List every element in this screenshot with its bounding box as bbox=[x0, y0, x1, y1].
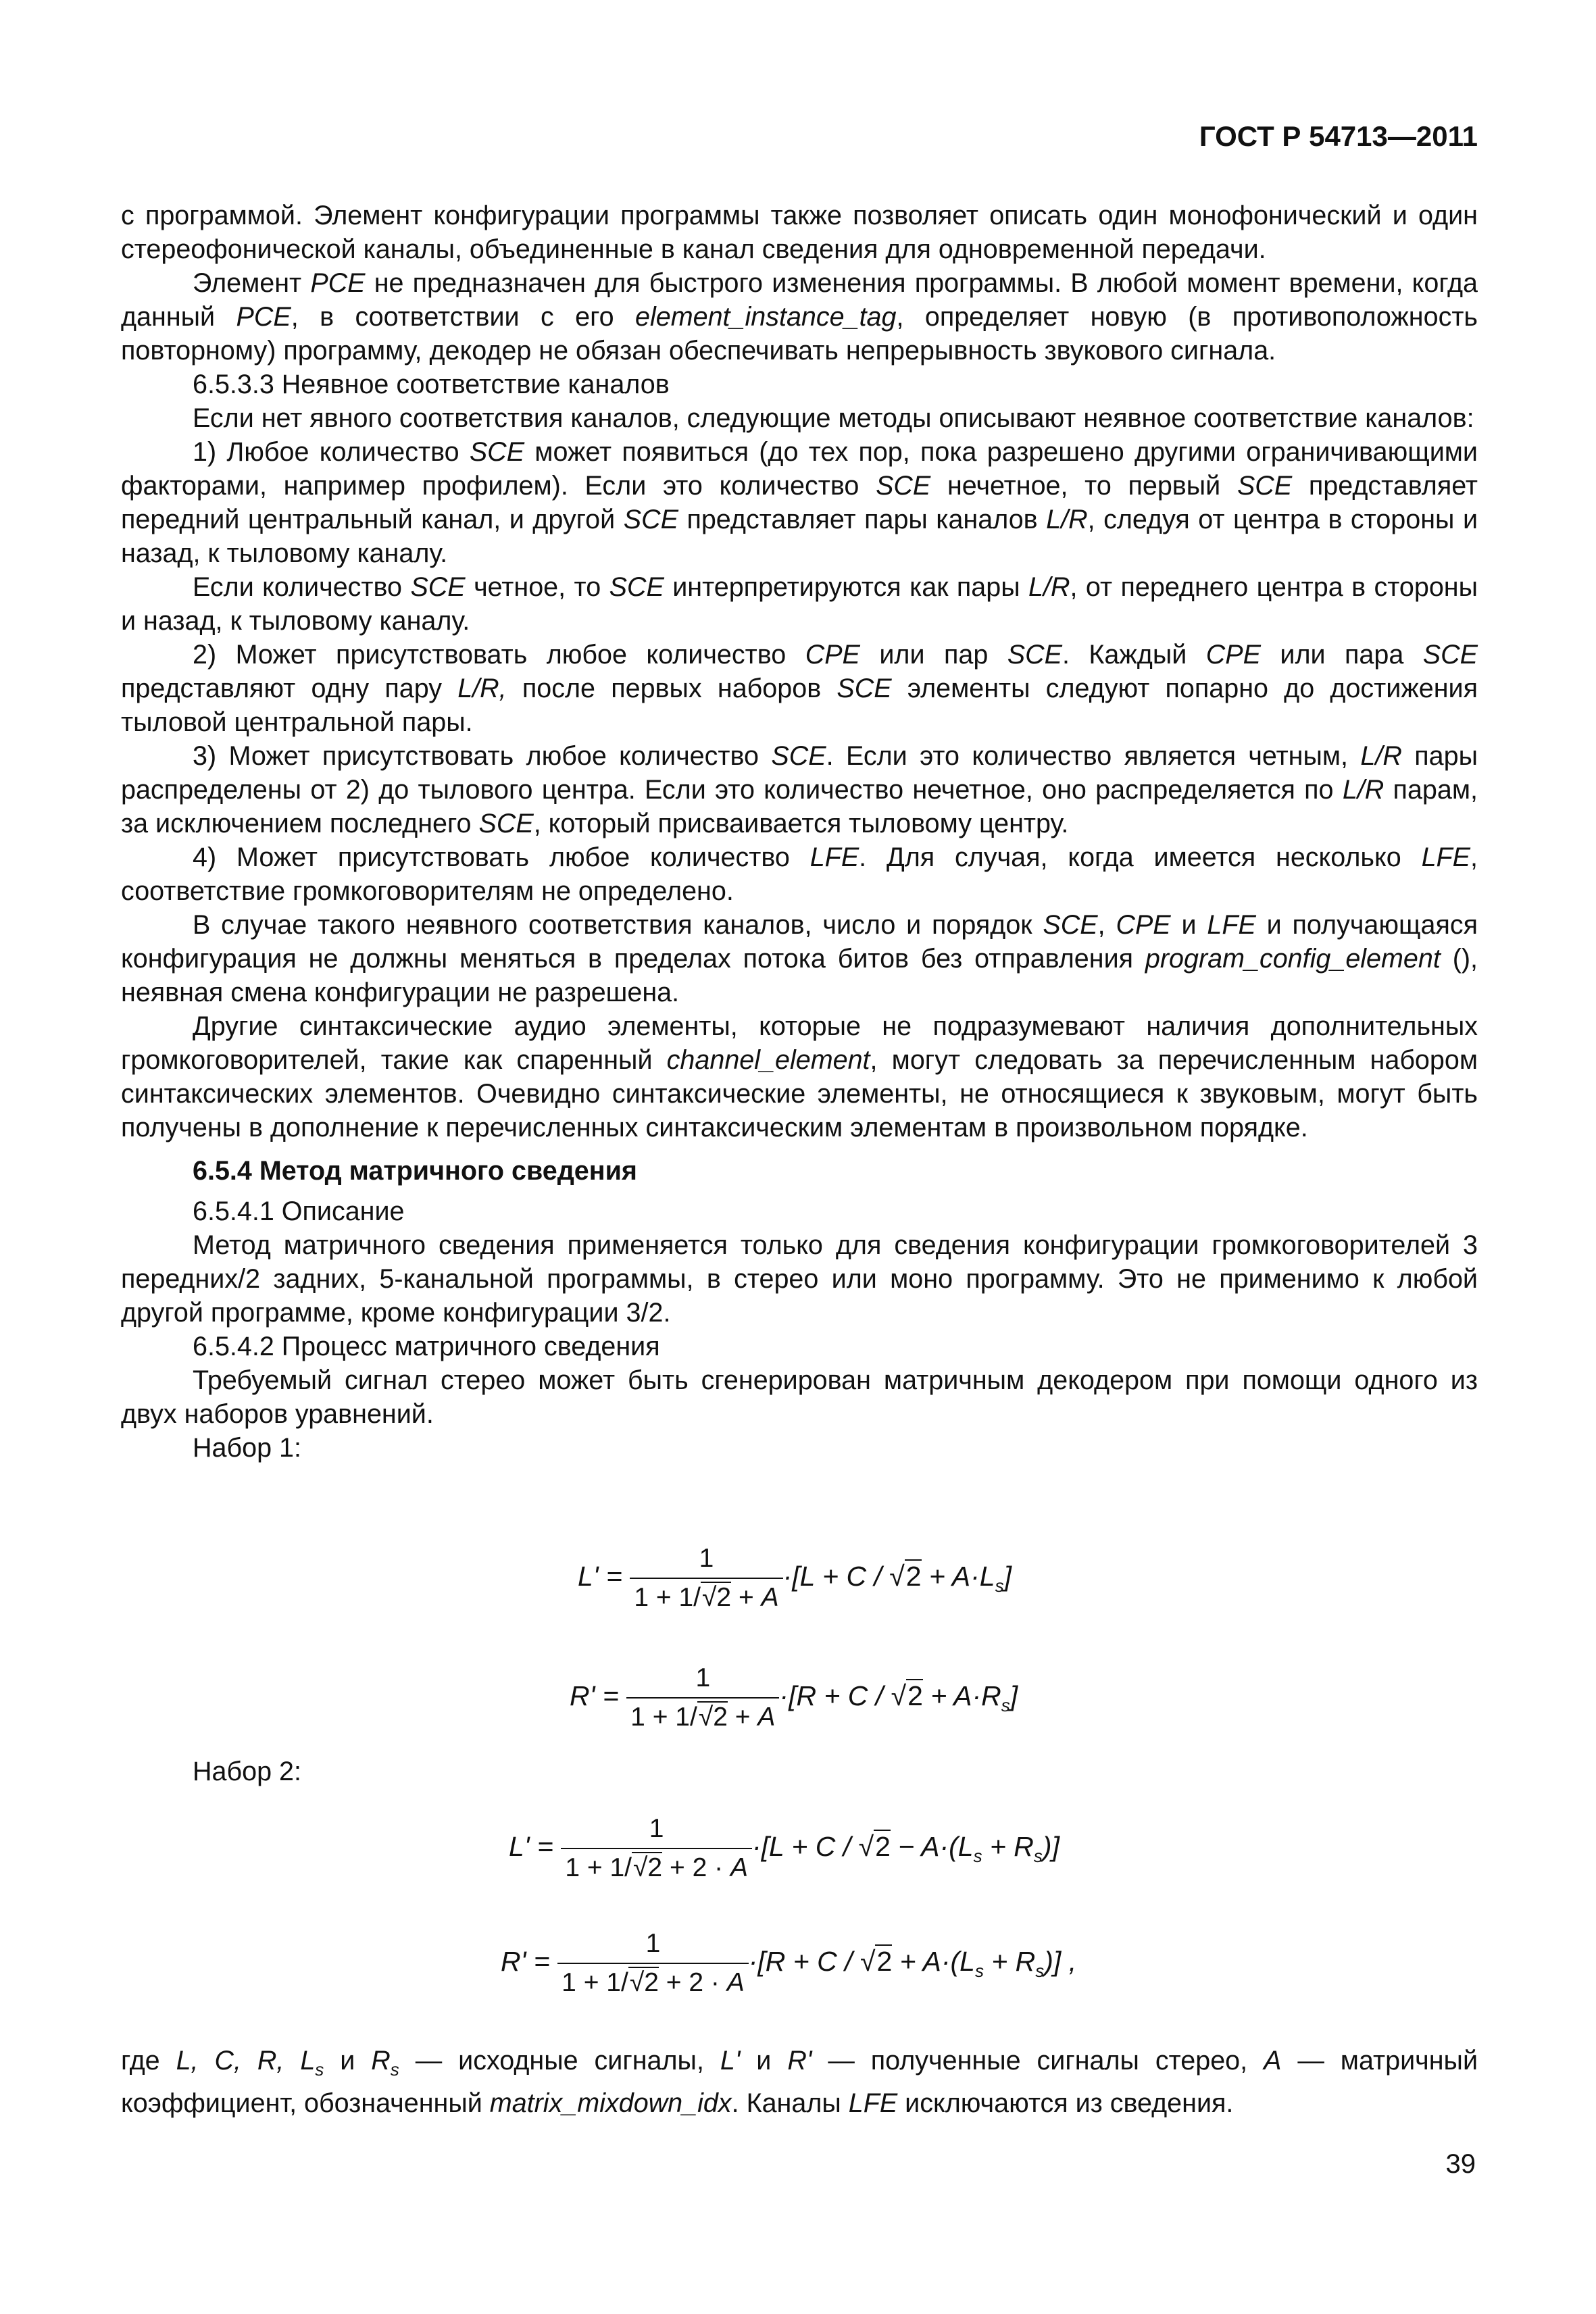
paragraph: где L, C, R, $L_s$ и $R_s$ — исходные сигналы, L' и R' — полученные сигналы стерео, A — матричный коэффициент, обозначенный matrix_mixdown_idx. Каналы LFE исключаются из сведения. bbox=[121, 2046, 1478, 2118]
formula-l-prime-set2: L' = $\frac{1}{1 + 1/√2 + 2 \cdot A}$ $\cdot[L + C / √2 - A\cdot(L_s + R_s)]$ bbox=[509, 1814, 1059, 1882]
formula-l-prime-set1: L' = $\frac{1}{1 + 1/√2 + A}$ $\cdot[L + C / √2 + A\cdot L_s]$ bbox=[578, 1544, 1012, 1612]
paragraph: 4) Может присутствовать любое количество LFE. Для случая, когда имеется несколько LFE, соответствие громкоговорителям не определено. bbox=[121, 842, 1478, 906]
formula-r-prime-set1: R' = $\frac{1}{1 + 1/√2 + A}$ $\cdot[R + C / √2 + A\cdot R_s]$ bbox=[570, 1663, 1018, 1732]
page-number: 39 bbox=[1445, 2149, 1476, 2179]
formula-r-prime-set2: R' = $\frac{1}{1 + 1/√2 + 2 \cdot A}$ $\cdot[R + C / √2 + A\cdot(L_s + R_s)]$ , bbox=[501, 1929, 1077, 1997]
paragraph: Элемент PCE не предназначен для быстрого изменения программы. В любой момент времени, когда данный PCE, в соответствии с его element_instance_tag, определяет новую (в противоположность повторному) программу, декодер не обязан обеспечивать непрерывность звукового сигнала. bbox=[121, 268, 1478, 366]
paragraph: 1) Любое количество SCE может появиться (до тех пор, пока разрешено другими ограничивающими факторами, например профилем). Если это количество SCE нечетное, то первый SCE представляет передний центральный канал, и другой SCE представляет пары каналов L/R, следуя от центра в стороны и назад, к тыловому каналу. bbox=[121, 437, 1478, 568]
footer-paragraph bbox=[121, 2044, 1478, 2120]
paragraph: Требуемый сигнал стерео может быть сгенерирован матричным декодером при помощи одного из двух наборов уравнений. bbox=[121, 1365, 1478, 1429]
page-body bbox=[121, 199, 1478, 1465]
paragraph: В случае такого неявного соответствия каналов, число и порядок SCE, CPE и LFE и получающаяся конфигурация не должны меняться в пределах потока битов без отправления program_config_element (), неявная смена конфигурации не разрешена. bbox=[121, 910, 1478, 1007]
subsection-title: 6.5.3.3 Неявное соответствие каналов bbox=[193, 370, 670, 399]
paragraph: Если нет явного соответствия каналов, следующие методы описывают неявное соответствие каналов: bbox=[193, 403, 1474, 433]
paragraph: Другие синтаксические аудио элементы, которые не подразумевают наличия дополнительных громкоговорителей, такие как спаренный channel_element, могут следовать за перечисленным набором синтаксических элементов. Очевидно синтаксические элементы, не относящиеся к звуковым, могут быть получены в дополнение к перечисленных синтаксическим элементам в произвольном порядке. bbox=[121, 1011, 1478, 1142]
paragraph: 2) Может присутствовать любое количество CPE или пар SCE. Каждый CPE или пара SCE представляют одну пару L/R, после первых наборов SCE элементы следуют попарно до достижения тыловой центральной пары. bbox=[121, 640, 1478, 737]
paragraph: Если количество SCE четное, то SCE интерпретируются как пары L/R, от переднего центра в стороны и назад, к тыловому каналу. bbox=[121, 572, 1478, 636]
paragraph: с программой. Элемент конфигурации программы также позволяет описать один монофонический и один стереофонической каналы, объединенные в канал сведения для одновременной передачи. bbox=[121, 201, 1478, 264]
set2-label: Набор 2: bbox=[193, 1757, 301, 1786]
paragraph: Метод матричного сведения применяется только для сведения конфигурации громкоговорителей 3 передних/2 задних, 5-канальной программы, в стерео или моно программу. Это не применимо к любой другой программе, кроме конфигурации 3/2. bbox=[121, 1230, 1478, 1328]
section-heading: 6.5.4 Метод матричного сведения bbox=[193, 1156, 637, 1186]
subsection-title: 6.5.4.1 Описание bbox=[193, 1197, 405, 1226]
set1-label: Набор 1: bbox=[193, 1433, 301, 1463]
subsection-title: 6.5.4.2 Процесс матричного сведения bbox=[193, 1332, 660, 1361]
paragraph: 3) Может присутствовать любое количество SCE. Если это количество является четным, L/R пары распределены от 2) до тылового центра. Если это количество нечетное, оно распределяется по L/R парам, за исключением последнего SCE, который присваивается тыловому центру. bbox=[121, 741, 1478, 838]
document-header: ГОСТ Р 54713—2011 bbox=[1199, 120, 1478, 152]
